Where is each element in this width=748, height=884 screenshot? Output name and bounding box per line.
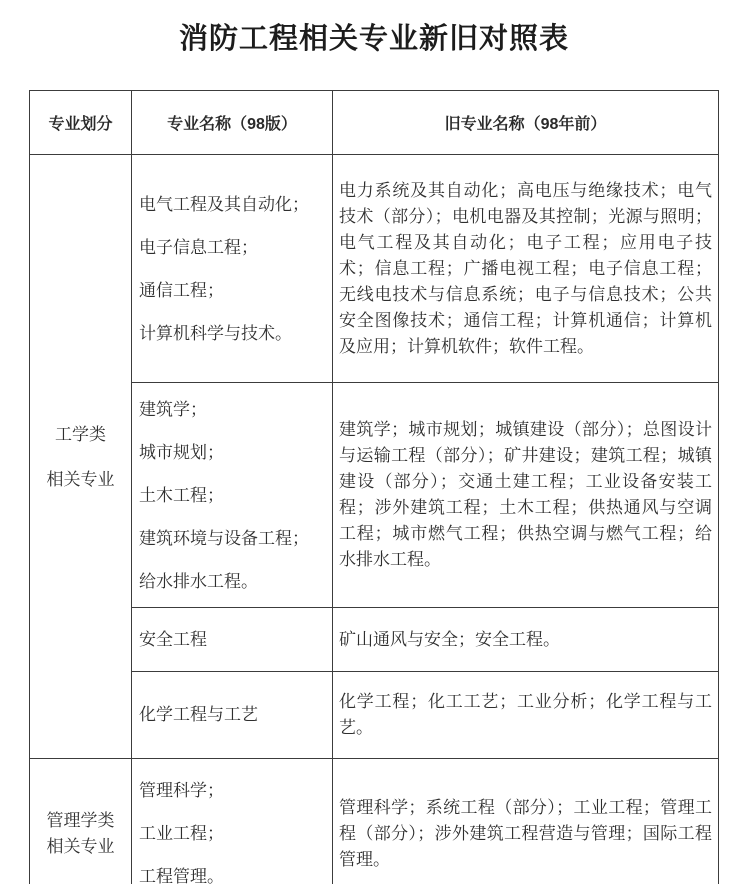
- major-item: 土木工程；: [139, 485, 224, 505]
- old-majors-cell: [333, 608, 719, 672]
- category-cell-management: [30, 759, 132, 884]
- old-majors-cell: [333, 759, 719, 884]
- table-row: [30, 383, 719, 608]
- major-item: 通信工程；: [139, 280, 224, 300]
- major-item: 计算机科学与技术。: [139, 323, 292, 343]
- table-row: [30, 155, 719, 383]
- old-majors-cell: [333, 383, 719, 608]
- major-item: 电子信息工程；: [139, 237, 258, 257]
- table-row: [30, 672, 719, 759]
- major-item: 建筑学；: [139, 399, 207, 419]
- table-row: [30, 608, 719, 672]
- old-majors-text: 矿山通风与安全；安全工程。: [339, 629, 560, 649]
- table-row: [30, 759, 719, 884]
- major-item: 建筑环境与设备工程；: [139, 528, 309, 548]
- major-item: 安全工程: [139, 629, 207, 649]
- category-line: 工学类: [55, 424, 106, 444]
- new-majors-cell: [132, 155, 333, 383]
- comparison-table: [29, 90, 719, 884]
- major-item: 给水排水工程。: [139, 571, 258, 591]
- major-item: 电气工程及其自动化；: [139, 194, 309, 214]
- document-page: [0, 22, 748, 884]
- new-majors-cell: [132, 383, 333, 608]
- old-majors-text: 建筑学；城市规划；城镇建设（部分）；总图设计与运输工程（部分）；矿井建设；建筑工程；城镇建设（部分）；交通土建工程；工业设备安装工程；涉外建筑工程；土木工程；供热通风与空调工程；城市燃气工程；供热空调与燃气工程；给水排水工程。: [339, 420, 712, 569]
- table-header-row: [30, 91, 719, 155]
- new-majors-cell: [132, 759, 333, 884]
- new-majors-cell: [132, 608, 333, 672]
- major-item: 管理科学；: [139, 781, 224, 800]
- major-item: 工程管理。: [139, 867, 224, 884]
- old-majors-cell: [333, 155, 719, 383]
- old-majors-cell: [333, 672, 719, 759]
- major-item: 城市规划；: [139, 442, 224, 462]
- old-majors-text: 电力系统及其自动化；高电压与绝缘技术；电气技术（部分）；电机电器及其控制；光源与照明；电气工程及其自动化；电子工程；应用电子技术；信息工程；广播电视工程；电子信息工程；无线电技术与信息系统；电子与信息技术；公共安全图像技术；通信工程；计算机通信；计算机及应用；计算机软件；软件工程。: [339, 180, 712, 356]
- header-category: 专业划分: [30, 91, 132, 155]
- header-new-major-name: 专业名称（98版）: [132, 91, 333, 155]
- category-cell-engineering: [30, 155, 132, 759]
- old-majors-text: 管理科学；系统工程（部分）；工业工程；管理工程（部分）；涉外建筑工程营造与管理；国际工程管理。: [339, 797, 712, 869]
- header-old-major-name: 旧专业名称（98年前）: [333, 91, 719, 155]
- major-item: 工业工程；: [139, 824, 224, 843]
- category-line: 管理学类: [46, 810, 115, 830]
- new-majors-cell: [132, 672, 333, 759]
- category-line: 相关专业: [46, 836, 115, 856]
- major-item: 化学工程与工艺: [139, 705, 258, 724]
- page-title: 消防工程相关专业新旧对照表: [178, 23, 569, 55]
- old-majors-text: 化学工程；化工工艺；工业分析；化学工程与工艺。: [339, 692, 712, 737]
- category-line: 相关专业: [46, 469, 115, 489]
